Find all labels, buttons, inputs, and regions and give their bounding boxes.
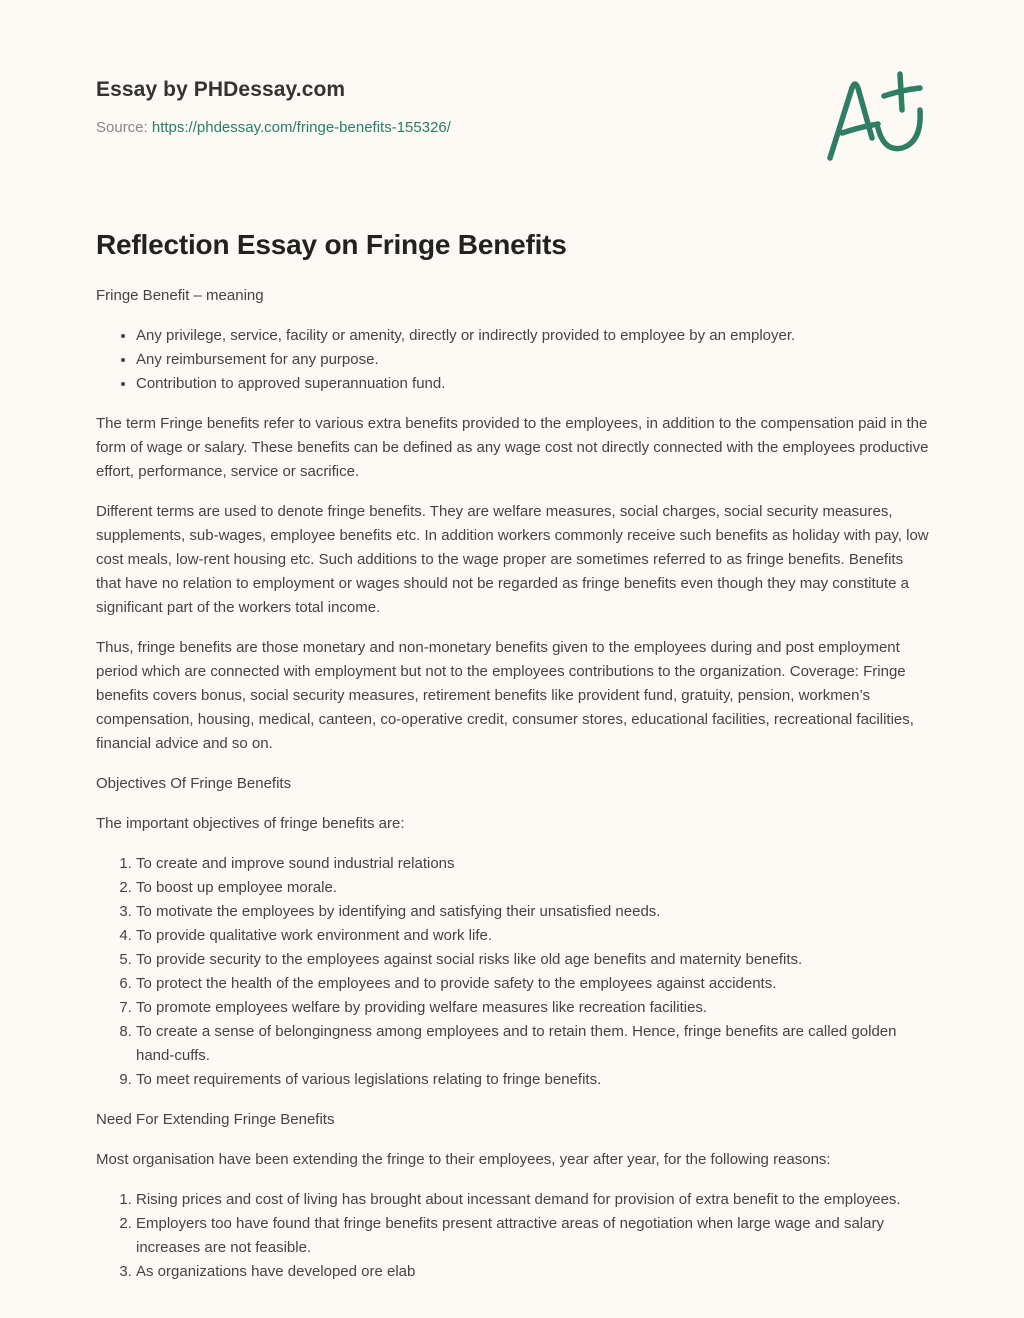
list-item: 8. To create a sense of belongingness among employees and to retain them. Hence, fringe benefits are called golden hand-cuffs.: [136, 1020, 932, 1068]
paragraph: The term Fringe benefits refer to various extra benefits provided to the employees, in addition to the compensation paid in the form of wage or salary. These benefits can be defined as any wage cost not directly connected with the employees productive effort, performance, service or sacrifice.: [96, 415, 929, 480]
section-heading-objectives: Objectives Of Fringe Benefits: [96, 775, 292, 792]
list-item: 2. To boost up employee morale.: [136, 876, 932, 900]
section-heading-need: Need For Extending Fringe Benefits: [96, 1111, 335, 1128]
source-line: [96, 117, 928, 139]
list-item: 1. To create and improve sound industrial relations: [136, 852, 932, 876]
list-item: 3. As organizations have developed ore elab: [136, 1260, 932, 1284]
list-item: 3. To motivate the employees by identifying and satisfying their unsatisfied needs.: [136, 900, 932, 924]
list-item: 5. To provide security to the employees against social risks like old age benefits and maternity benefits.: [136, 948, 932, 972]
source-label: Source:: [96, 119, 152, 136]
section-heading-meaning: Fringe Benefit – meaning: [96, 287, 264, 304]
list-item: 4. To provide qualitative work environment and work life.: [136, 924, 932, 948]
list-item: 2. Employers too have found that fringe benefits present attractive areas of negotiation when large wage and salary increases are not feasible.: [136, 1212, 932, 1260]
paragraph: Thus, fringe benefits are those monetary and non-monetary benefits given to the employees during and post employment period which are connected with employment but not to the employees contributions to the organization. Coverage: Fringe benefits covers bonus, social security measures, retirement benefits like provident fund, gratuity, pension, workmen’s compensation, housing, medical, canteen, co-operative credit, consumer stores, educational facilities, recreational facilities, financial advice and so on.: [96, 639, 914, 752]
essay-title: Reflection Essay on Fringe Benefits: [96, 229, 567, 260]
objectives-list: [96, 852, 932, 1092]
list-item: 7. To promote employees welfare by providing welfare measures like recreation facilities.: [136, 996, 932, 1020]
meaning-bullet-list: [96, 324, 932, 396]
paragraph: Different terms are used to denote fringe benefits. They are welfare measures, social charges, social security measures, supplements, sub-wages, employee benefits etc. In addition workers commonly receive such benefits as holiday with pay, low cost meals, low-rent housing etc. Such additions to the wage proper are sometimes referred to as fringe benefits. Benefits that have no relation to employment or wages should not be regarded as fringe benefits even though they may constitute a significant part of the workers total income.: [96, 503, 929, 616]
source-link[interactable]: https://phdessay.com/fringe-benefits-155326/: [151, 119, 451, 136]
list-item: 6. To protect the health of the employees and to provide safety to the employees against accidents.: [136, 972, 932, 996]
page-header: [96, 74, 928, 139]
essay-content: [96, 224, 932, 1300]
a-plus-grade-icon: [822, 66, 930, 166]
reasons-list: [96, 1188, 932, 1284]
objectives-intro: The important objectives of fringe benefits are:: [96, 815, 405, 832]
list-item: 9. To meet requirements of various legislations relating to fringe benefits.: [136, 1068, 932, 1092]
list-item: • Any privilege, service, facility or amenity, directly or indirectly provided to employee by an employer.: [136, 324, 932, 348]
need-intro: Most organisation have been extending the fringe to their employees, year after year, for the following reasons:: [96, 1151, 831, 1168]
list-item: 1. Rising prices and cost of living has brought about incessant demand for provision of extra benefit to the employees.: [136, 1188, 932, 1212]
site-title: Essay by PHDessay.com: [96, 78, 346, 101]
list-item: • Any reimbursement for any purpose.: [136, 348, 932, 372]
list-item: • Contribution to approved superannuation fund.: [136, 372, 932, 396]
